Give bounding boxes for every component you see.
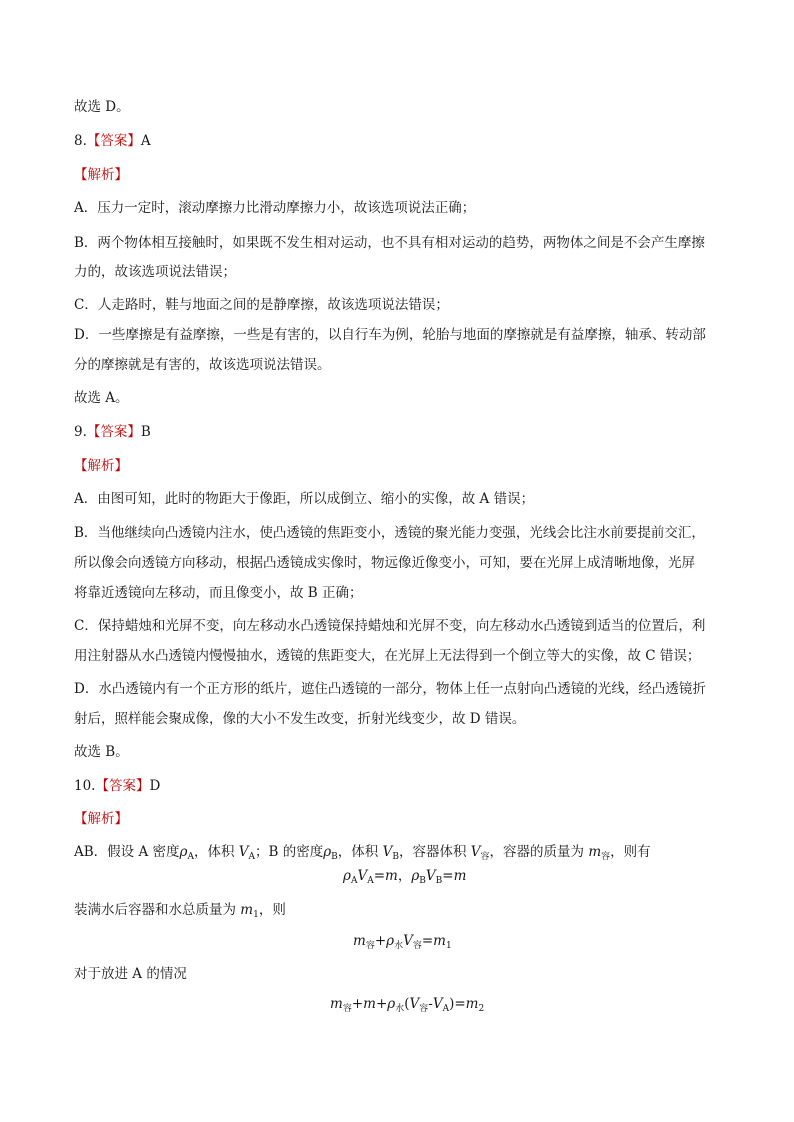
- q9-answer-line: [74, 422, 151, 442]
- q10-analysis-tag: 【解析】: [74, 811, 128, 827]
- question-number: 8.: [74, 133, 87, 149]
- q10-fill-water: 装满水后容器和水总质量为 $m_1$，则: [74, 902, 286, 920]
- q9-option-b-line3: 将靠近透镜向左移动，而且像变小，故 B 正确；: [74, 585, 363, 601]
- q9-conclusion: 故选 B。: [74, 744, 129, 760]
- question-number: 10.: [74, 778, 96, 794]
- q8-option-c: C．人走路时，鞋与地面之间的是静摩擦，故该选项说法错误；: [74, 297, 449, 313]
- equation-3: $m_容+m+\rho_水(V_容-V_A)=m_2$: [330, 996, 485, 1014]
- q9-option-c-line2: 用注射器从水凸透镜内慢慢抽水，透镜的焦距变大，在光屏上无法得到一个倒立等大的实像，故 C 错误；: [74, 648, 701, 664]
- equation-2: $m_容+\rho_水V_容=m_1$: [353, 933, 452, 951]
- q9-option-a: A．由图可知，此时的物距大于像距，所以成倒立、缩小的实像，故 A 错误；: [74, 491, 535, 507]
- answer-tag: 【答案】: [86, 133, 141, 149]
- q9-option-d-line2: 射后，照样能会聚成像，像的大小不发生改变，折射光线变少，故 D 错误。: [74, 711, 526, 727]
- q10-ab-assumption: AB．假设 A 密度$\rho_A$，体积 $V_A$；B 的密度$\rho_B$，体积 $V_B$，容器体积 $V_容$，容器的质量为 $m_容$，则有: [74, 844, 651, 862]
- q8-answer-line: [74, 131, 151, 151]
- q10-case-a: 对于放进 A 的情况: [74, 966, 187, 982]
- q8-option-a: A．压力一定时，滚动摩擦力比滑动摩擦力小，故该选项说法正确；: [74, 200, 476, 216]
- q9-analysis-tag: 【解析】: [74, 458, 128, 474]
- q8-option-d-line1: D．一些摩擦是有益摩擦，一些是有害的，以自行车为例，轮胎与地面的摩擦就是有益摩擦，轴承、转动部: [74, 327, 706, 343]
- answer-tag: 【答案】: [95, 778, 150, 794]
- equation-1: $\rho_AV_A=m$，$\rho_BV_B=m$: [343, 868, 467, 886]
- q8-option-d-line2: 分的摩擦就是有害的，故该选项说法错误。: [74, 357, 331, 373]
- q9-option-c-line1: C．保持蜡烛和光屏不变，向左移动水凸透镜保持蜡烛和光屏不变，向左移动水凸透镜到适当的位置后，利: [74, 618, 706, 634]
- q10-answer-line: [74, 776, 160, 796]
- answer-value: B: [140, 424, 151, 440]
- question-number: 9.: [74, 424, 87, 440]
- answer-value: A: [140, 133, 151, 149]
- q8-conclusion: 故选 A。: [74, 390, 129, 406]
- q8-option-b-line2: 力的，故该选项说法错误；: [74, 264, 236, 280]
- q8-analysis-tag: 【解析】: [74, 167, 128, 183]
- text: 故选 D。: [74, 99, 130, 115]
- q9-option-b-line2: 所以像会向透镜方向移动，根据凸透镜成实像时，物远像近像变小，可知，要在光屏上成清晰地像，光屏: [74, 555, 695, 571]
- conclusion-prev: [74, 97, 130, 117]
- q8-option-b-line1: B．两个物体相互接触时，如果既不发生相对运动，也不具有相对运动的趋势，两物体之间是不会产生摩擦: [74, 235, 705, 251]
- answer-tag: 【答案】: [86, 424, 141, 440]
- answer-value: D: [149, 778, 161, 794]
- q9-option-b-line1: B．当他继续向凸透镜内注水，使凸透镜的焦距变小，透镜的聚光能力变强，光线会比注水前要提前交汇，: [74, 525, 705, 541]
- q9-option-d-line1: D．水凸透镜内有一个正方形的纸片，遮住凸透镜的一部分，物体上任一点射向凸透镜的光线，经凸透镜折: [74, 681, 706, 697]
